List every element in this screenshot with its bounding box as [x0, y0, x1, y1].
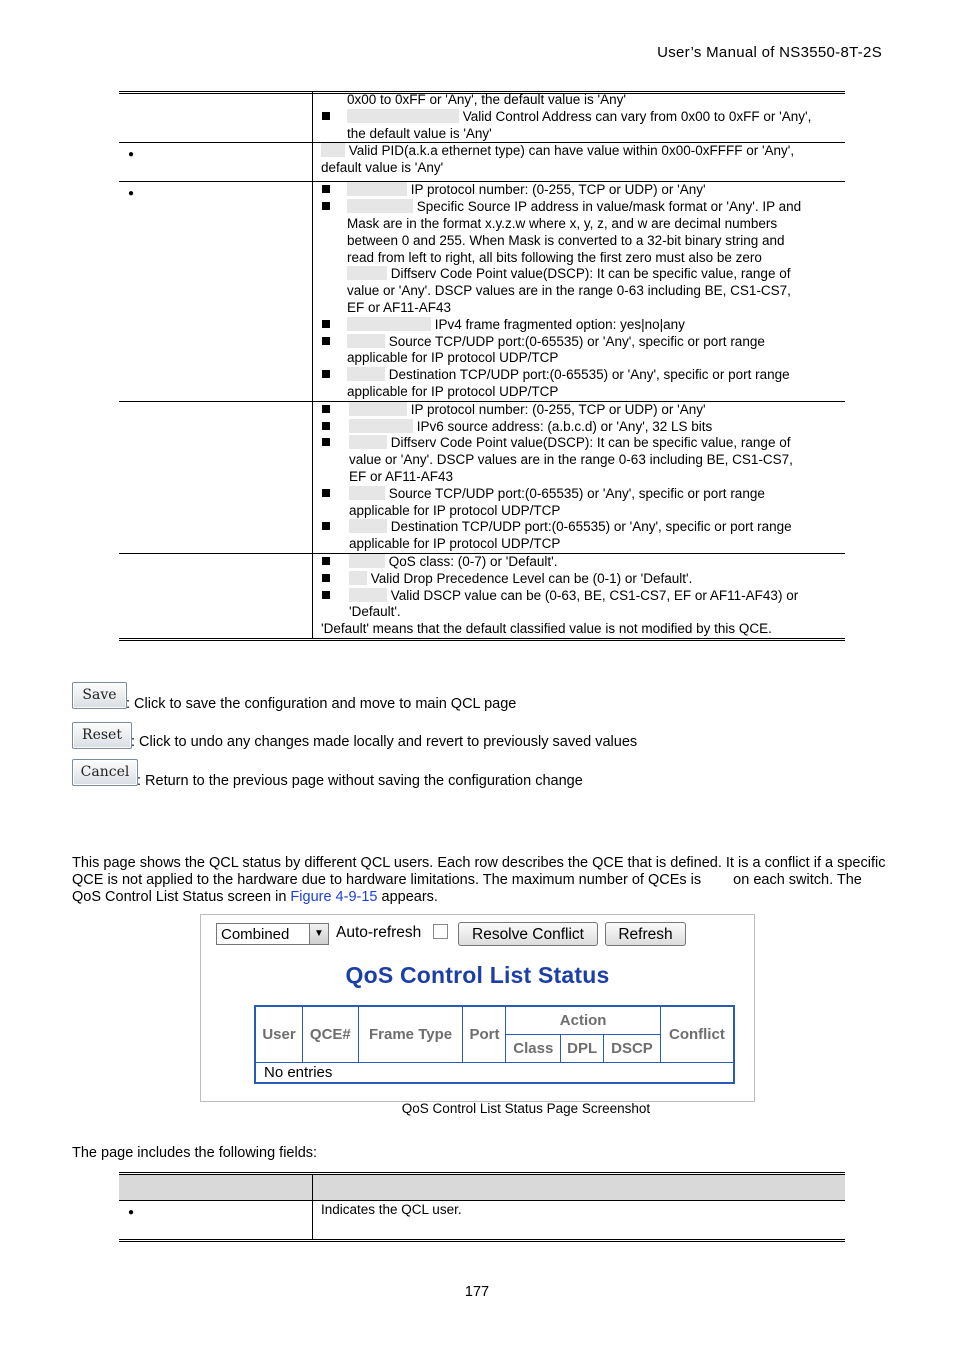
table-row: QoS class: (0-7) or 'Default'. Valid Drop Precedence Level can be (0-1) or 'Default'. Valid DSCP value can be (0-63, BE, CS1-CS7, EF or AF11-AF43) or 'Default'. 'Default' means that the default classified value is not modified by this QCE.: [119, 553, 845, 639]
cancel-description: : Return to the previous page without saving the configuration change: [137, 773, 583, 789]
table-row: ● IP protocol number: (0-255, TCP or UDP) or 'Any' Specific Source IP address in value/mask format or 'Any'. IP and Mask are in the format x.y.z.w where x, y, z, and w are decimal numbers between 0 and 255. When Mask is converted to a 32-bit binary string and read from left to right, all bits following the first zero must also be zero Diffserv Code Point value(DSCP): It can be specific value, range of value or 'Any'. DSCP values are in the range 0-63 including BE, CS1-CS7, EF or AF11-AF43 IPv4 frame fragmented option: yes|no|any Source TCP/UDP port:(0-65535) or 'Any', specific or port range applicable for IP protocol UDP/TCP Destination TCP/UDP port:(0-65535) or 'Any', specific or port range applicable for IP protocol UDP/TCP: [119, 182, 845, 401]
list-item: Valid Control Address can vary from 0x00 to 0xFF or 'Any',: [321, 109, 839, 126]
parameters-table: [119, 91, 845, 641]
page-title: QoS Control List Status: [345, 962, 610, 988]
col-dpl: DPL: [561, 1035, 604, 1063]
intro-paragraph: This page shows the QCL status by different QCL users. Each row describes the QCE that is defined. It is a conflict if a specific QCE is not applied to the hardware due to hardware limitations. The maximum number of QCEs is on each switch. The QoS Control List Status screen in Figure 4-9-15 appears.: [72, 855, 886, 905]
figure-caption: QoS Control List Status Page Screenshot: [401, 1101, 651, 1116]
cancel-button[interactable]: Cancel: [72, 759, 138, 786]
table-header-row: [119, 1174, 845, 1201]
fields-intro: The page includes the following fields:: [72, 1145, 318, 1161]
refresh-button[interactable]: Refresh: [605, 922, 686, 946]
col-class: Class: [506, 1035, 561, 1063]
table-row: IP protocol number: (0-255, TCP or UDP) or 'Any' IPv6 source address: (a.b.c.d) or 'Any', 32 LS bits Diffserv Code Point value(DSCP): It can be specific value, range of value or 'Any'. DSCP values are in the range 0-63 including BE, CS1-CS7, EF or AF11-AF43 Source TCP/UDP port:(0-65535) or 'Any', specific or port range applicable for IP protocol UDP/TCP Destination TCP/UDP port:(0-65535) or 'Any', specific or port range applicable for IP protocol UDP/TCP: [119, 401, 845, 553]
col-port: Port: [463, 1006, 506, 1063]
empty-row: No entries: [255, 1063, 734, 1084]
page-header: User’s Manual of NS3550-8T-2S: [657, 44, 882, 61]
chevron-down-icon: ▼: [309, 924, 328, 944]
page-number: 177: [464, 1284, 490, 1300]
reset-button[interactable]: Reset: [72, 722, 132, 749]
user-select[interactable]: Combined ▼: [216, 923, 329, 945]
col-dscp: DSCP: [604, 1035, 661, 1063]
col-conflict: Conflict: [660, 1006, 734, 1063]
col-user: User: [255, 1006, 303, 1063]
reset-description: : Click to undo any changes made locally and revert to previously saved values: [131, 734, 638, 750]
table-row: ● Valid PID(a.k.a ethernet type) can have value within 0x00-0xFFFF or 'Any', default value is 'Any': [119, 143, 845, 182]
fields-table: [119, 1172, 845, 1242]
table-row: 0x00 to 0xFF or 'Any', the default value is 'Any' Valid Control Address can vary from 0x00 to 0xFF or 'Any', the default value is 'Any': [119, 92, 845, 143]
resolve-conflict-button[interactable]: Resolve Conflict: [458, 922, 598, 946]
save-description: : Click to save the configuration and move to main QCL page: [126, 696, 517, 712]
col-action: Action: [506, 1006, 660, 1035]
table-row: ● Indicates the QCL user.: [119, 1201, 845, 1241]
col-frame-type: Frame Type: [358, 1006, 463, 1063]
auto-refresh-label: Auto-refresh: [336, 924, 422, 941]
figure-link[interactable]: Figure 4-9-15: [290, 889, 378, 905]
qcl-status-table: [254, 1005, 735, 1084]
auto-refresh-checkbox[interactable]: [433, 924, 448, 939]
col-qce: QCE#: [303, 1006, 359, 1063]
qcl-status-screenshot: [200, 914, 755, 1102]
save-button[interactable]: Save: [72, 682, 127, 709]
